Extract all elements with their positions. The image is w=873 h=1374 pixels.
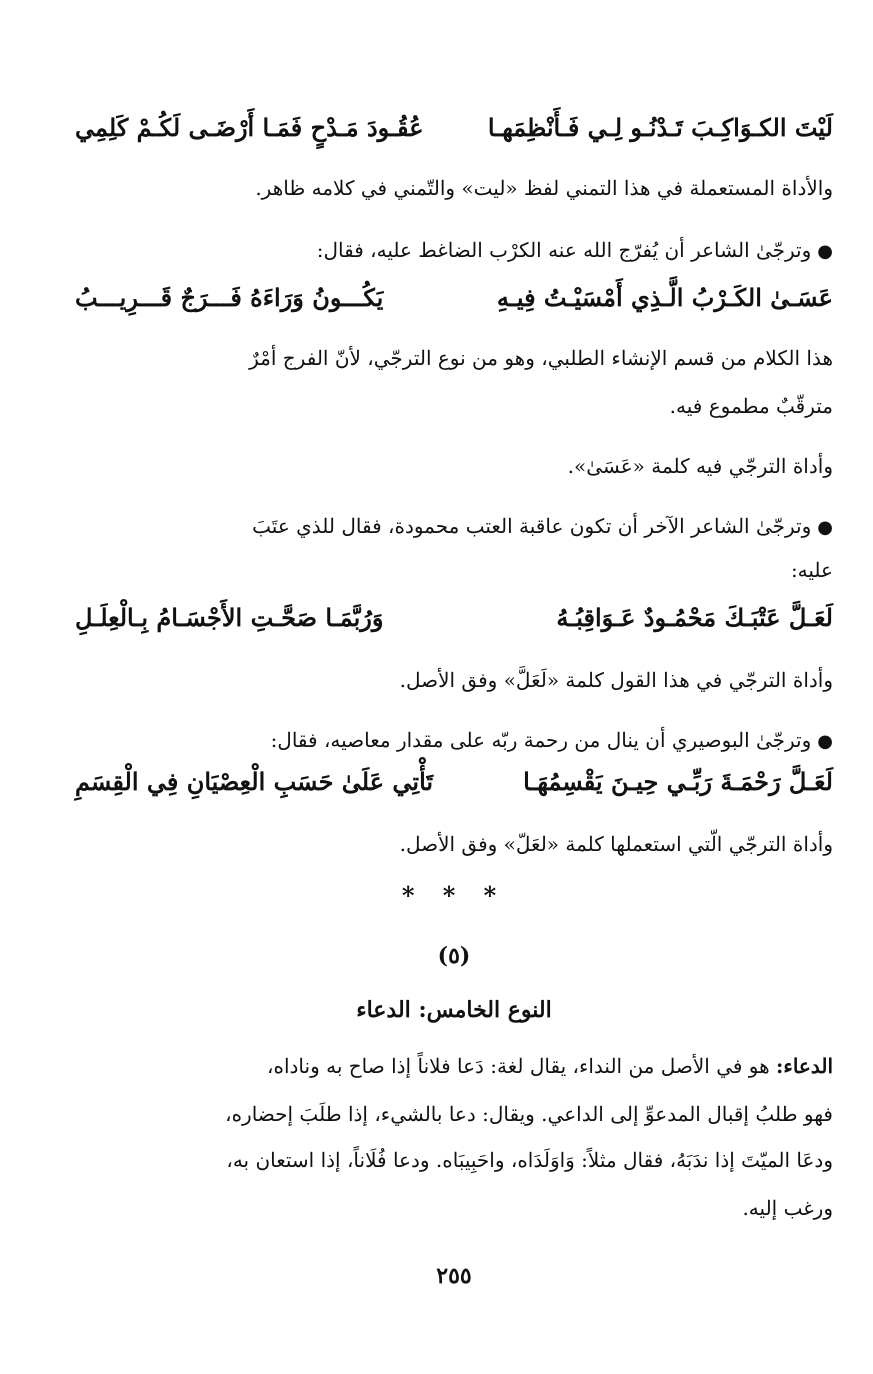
verse-2-second-hemistich: يَكُـــونُ وَرَاءَهُ فَـــرَجٌ قَـــرِيـــبُ xyxy=(75,283,384,312)
paragraph-second-poet-line-2: عليه: xyxy=(790,558,833,582)
verse-3-second-hemistich: وَرُبَّمَـا صَحَّـتِ الأَجْسَـامُ بِـالْعِلَـلِ xyxy=(75,603,384,632)
verse-2 xyxy=(75,278,833,318)
verse-1 xyxy=(75,108,833,148)
paragraph-busiri-tool: وأداة الترجّي الّتي استعملها كلمة «لعَلّ» وفق الأصل. xyxy=(399,832,833,856)
verse-1-first-hemistich: لَيْتَ الكـوَاكِـبَ تَـدْنُـو لِـي فَـأَنْظِمَهـا xyxy=(487,113,833,142)
dua-definition-line-4: ورغب إليه. xyxy=(742,1196,833,1220)
paragraph-asa-tool: وأداة الترجّي فيه كلمة «عَسَىٰ». xyxy=(567,454,833,478)
paragraph-tarajji-intro xyxy=(75,234,833,268)
paragraph-explanation-line-1: هذا الكلام من قسم الإنشاء الطلبي، وهو من نوع الترجّي، لأنّ الفرج أمْرٌ xyxy=(249,346,833,370)
dua-definition-line-2: فهو طلبُ إقبال المدعوِّ إلى الداعي. ويقال: دعا بالشيء، إذا طلَبَ إحضاره، xyxy=(225,1102,833,1126)
verse-2-first-hemistich: عَسَـىٰ الكَـرْبُ الَّـذِي أَمْسَيْـتُ فِيـهِ xyxy=(496,283,833,312)
section-divider-stars: * * * xyxy=(401,881,507,910)
bullet-icon: ● xyxy=(817,731,833,752)
paragraph-second-poet-line-1 xyxy=(75,510,833,544)
section-title: النوع الخامس: الدعاء xyxy=(356,997,552,1023)
section-number: (٥) xyxy=(437,943,471,969)
verse-4-second-hemistich: تَأْتِي عَلَىٰ حَسَبِ الْعِصْيَانِ فِي الْقِسَمِ xyxy=(75,767,434,796)
paragraph-explanation-line-2: مترقّبٌ مطموع فيه. xyxy=(669,394,833,418)
dua-definition-text: هو في الأصل من النداء، يقال لغة: دَعا فلاناً إذا صاح به وناداه، xyxy=(267,1054,770,1078)
verse-4 xyxy=(75,762,833,802)
page-number: ٢٥٥ xyxy=(436,1263,472,1289)
paragraph-busiri-intro xyxy=(75,724,833,758)
dua-term: الدعاء: xyxy=(776,1054,833,1078)
paragraph-second-poet-text: وترجّىٰ الشاعر الآخر أن تكون عاقبة العتب محمودة، فقال للذي عتَبَ xyxy=(252,514,812,538)
paragraph-busiri-text: وترجّىٰ البوصيري أن ينال من رحمة ربّه على مقدار معاصيه، فقال: xyxy=(270,728,812,752)
dua-definition-line-1 xyxy=(75,1050,833,1082)
verse-3-first-hemistich: لَعَـلَّ عَتْبَـكَ مَحْمُـودٌ عَـوَاقِبُـهُ xyxy=(556,603,833,632)
dua-definition-line-3: ودعَا الميّتَ إذا ندَبَهُ، فقال مثلاً: وَاوَلَدَاه، واحَبِيبَاه. ودعا فُلَاناً، إذا استعان به، xyxy=(226,1148,833,1172)
verse-3 xyxy=(75,598,833,638)
verse-1-second-hemistich: عُقُـودَ مَـدْحٍ فَمَـا أَرْضَـى لَكُـمْ كَلِمِي xyxy=(75,113,424,142)
paragraph-laalla-tool: وأداة الترجّي في هذا القول كلمة «لَعَلَّ» وفق الأصل. xyxy=(399,668,833,692)
bullet-icon: ● xyxy=(817,241,833,262)
paragraph-tarajji-intro-text: وترجّىٰ الشاعر أن يُفرّج الله عنه الكرْب الضاغط عليه، فقال: xyxy=(316,238,812,262)
paragraph-tamanni-tool: والأداة المستعملة في هذا التمني لفظ «ليت» والتّمني في كلامه ظاهر. xyxy=(255,176,833,200)
verse-4-first-hemistich: لَعَـلَّ رَحْمَـةَ رَبِّـي حِيـنَ يَقْسِمُهَـا xyxy=(523,767,833,796)
bullet-icon: ● xyxy=(817,517,833,538)
